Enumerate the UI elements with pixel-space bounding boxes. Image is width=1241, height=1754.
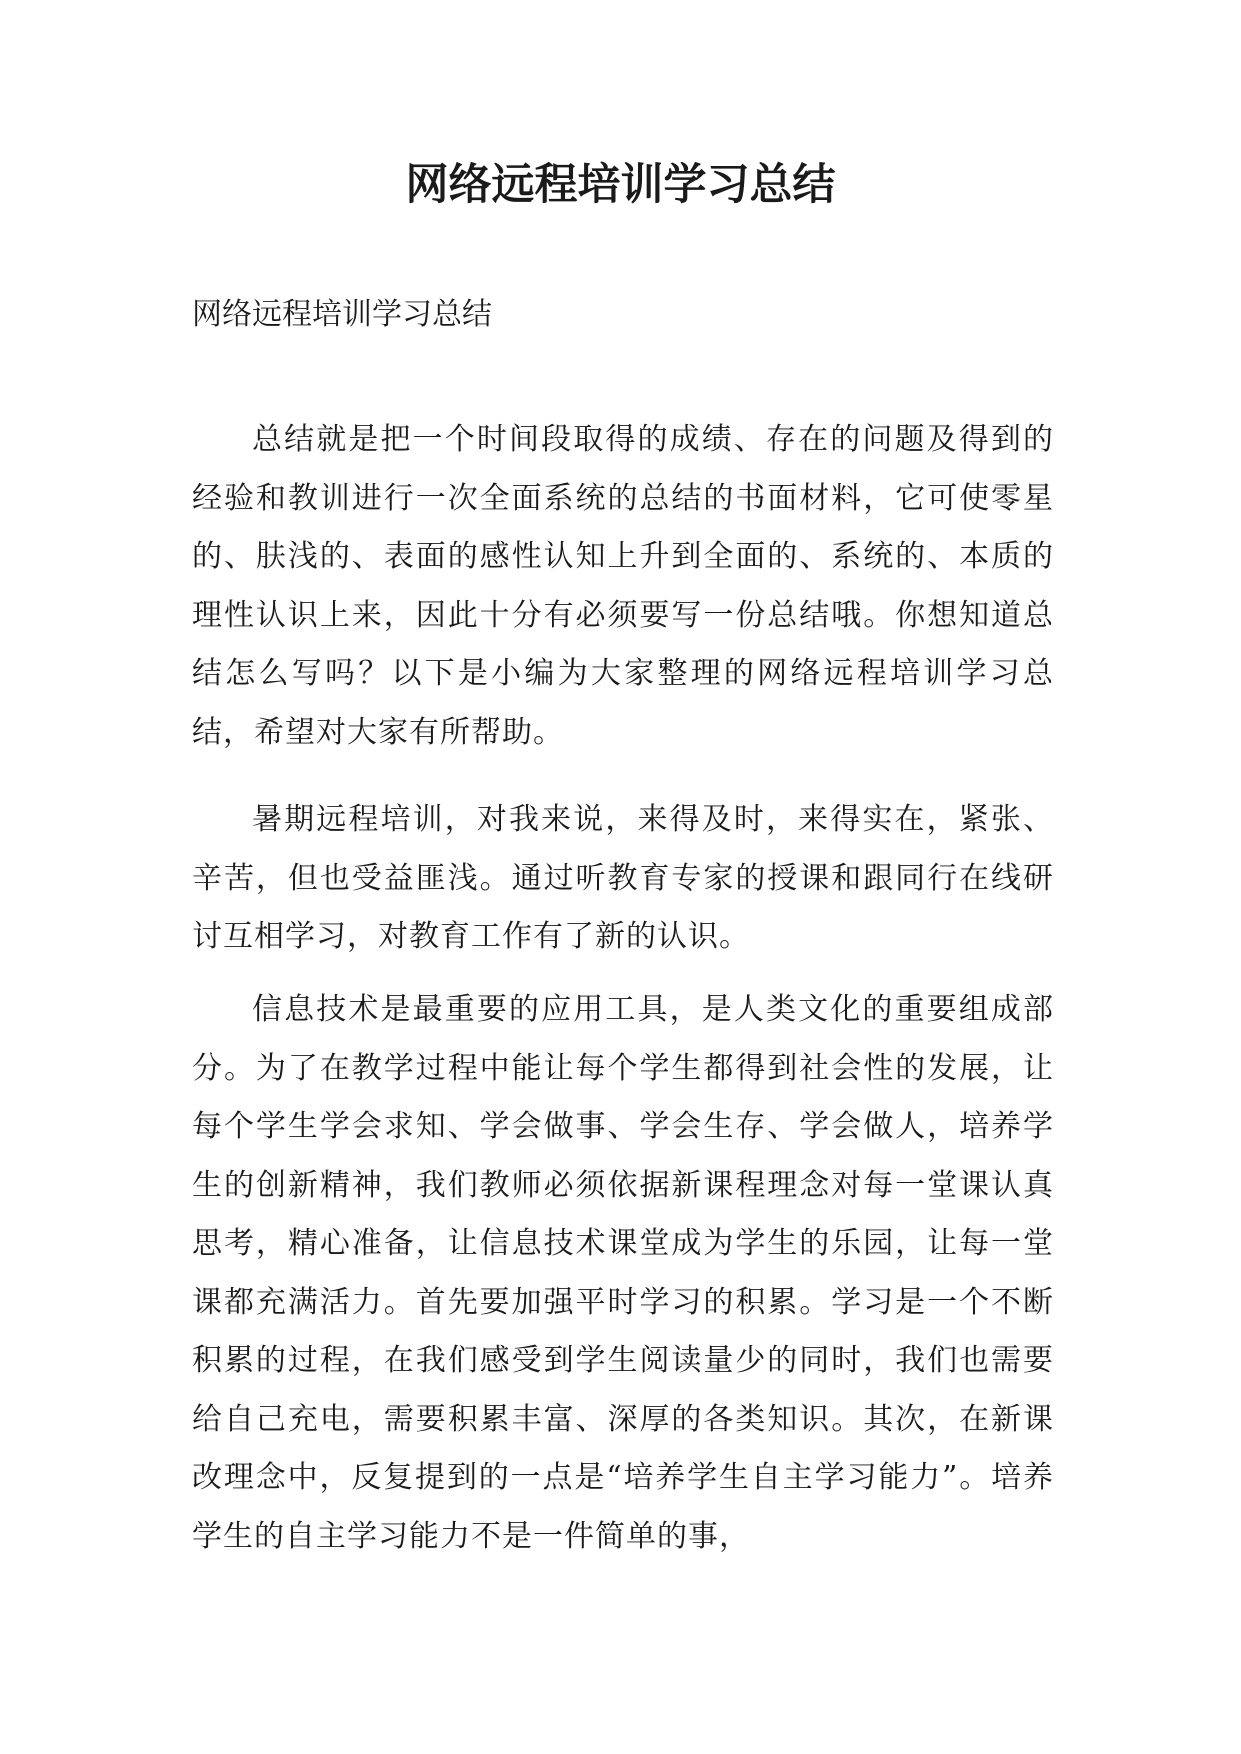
body-paragraph-intro: 总结就是把一个时间段取得的成绩、存在的问题及得到的经验和教训进行一次全面系统的总结的书面材料，它可使零星的、肤浅的、表面的感性认知上升到全面的、系统的、本质的理性认识上来，因此十分有必须要写一份总结哦。你想知道总结怎么写吗？以下是小编为大家整理的网络远程培训学习总结，希望对大家有所帮助。	[192, 422, 1054, 750]
body-paragraph-training: 暑期远程培训，对我来说，来得及时，来得实在，紧张、辛苦，但也受益匪浅。通过听教育专家的授课和跟同行在线研讨互相学习，对教育工作有了新的认识。	[192, 802, 1054, 954]
document-subtitle: 网络远程培训学习总结	[192, 297, 492, 332]
document-title: 网络远程培训学习总结	[405, 160, 836, 210]
body-paragraph-it: 信息技术是最重要的应用工具，是人类文化的重要组成部分。为了在教学过程中能让每个学生都得到社会性的发展，让每个学生学会求知、学会做事、学会生存、学会做人，培养学生的创新精神，我们教师必须依据新课程理念对每一堂课认真思考，精心准备，让信息技术课堂成为学生的乐园，让每一堂课都充满活力。首先要加强平时学习的积累。学习是一个不断积累的过程，在我们感受到学生阅读量少的同时，我们也需要给自己充电，需要积累丰富、深厚的各类知识。其次，在新课改理念中，反复提到的一点是“培养学生自主学习能力”。培养学生的自主学习能力不是一件简单的事，	[192, 992, 1054, 1554]
